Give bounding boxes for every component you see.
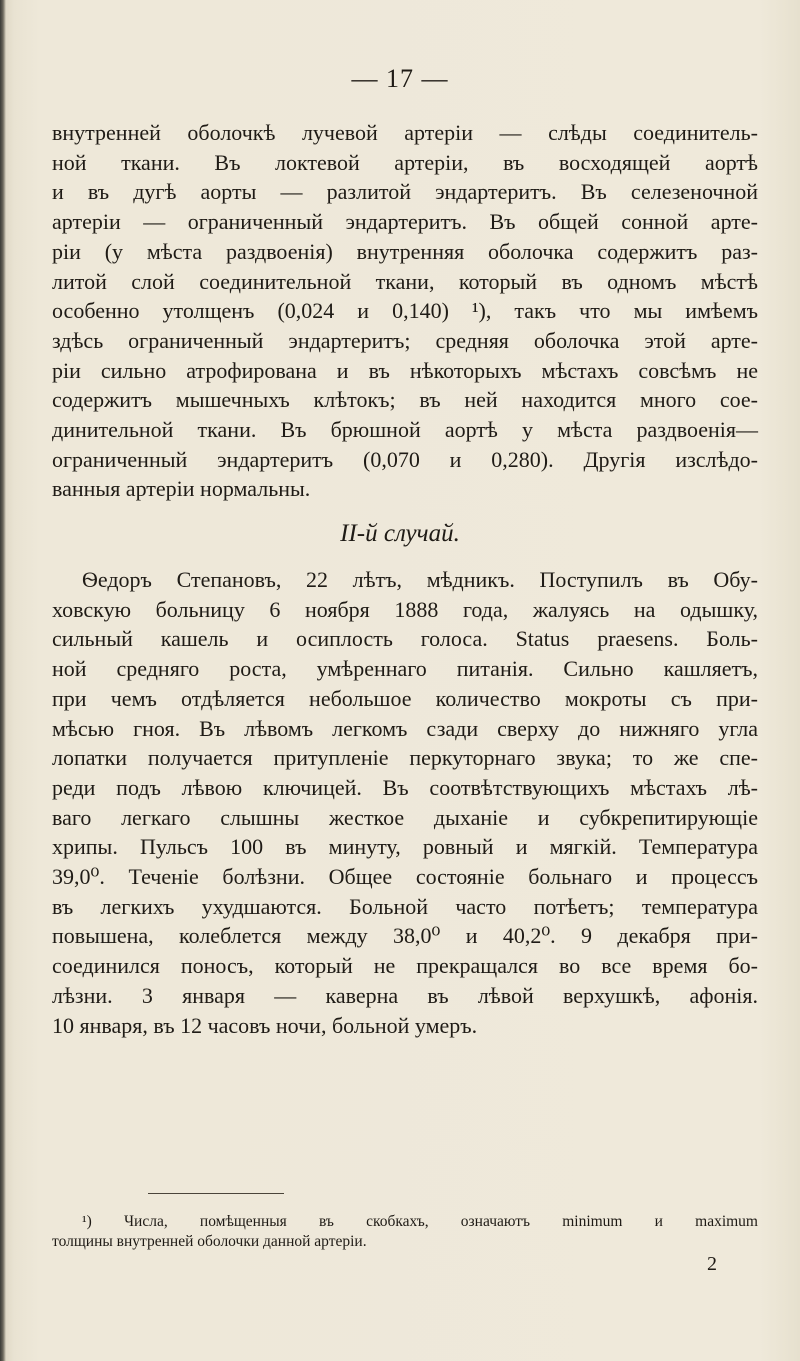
text-line: сильный кашель и осиплость голоса. Status praesens. Боль- [52,626,758,652]
text-line: ограниченный эндартеритъ (0,070 и 0,280). Другія изслѣдо- [52,446,758,472]
text-line: ной средняго роста, умѣреннаго питанія. Сильно кашляетъ, [52,656,758,682]
text-line: особенно утолщенъ (0,024 и 0,140) ¹), такъ что мы имѣемъ [52,298,758,324]
text-line: артеріи — ограниченный эндартеритъ. Въ общей сонной арте- [52,209,758,235]
signature-mark: 2 [707,1253,717,1275]
text-line: въ легкихъ ухудшаются. Больной часто потѣетъ; температура [52,893,758,919]
text-line: содержитъ мышечныхъ клѣтокъ; въ ней находится много сое- [52,387,758,413]
paragraph-1 [52,118,758,504]
text-line: при чемъ отдѣляется небольшое количество мокроты съ при- [52,685,758,711]
text-line: лѣзни. 3 января — каверна въ лѣвой верхушкѣ, афонія. [52,982,758,1008]
text-line: ваго легкаго слышны жесткое дыханіе и субкрепитирующіе [52,804,758,830]
text-line: и въ дугѣ аорты — разлитой эндартеритъ. Въ селезеночной [52,179,758,205]
page-number: — 17 — [351,64,449,93]
text-line: 10 января, въ 12 часовъ ночи, больной умеръ. [52,1012,478,1038]
text-line: ховскую больницу 6 ноября 1888 года, жалуясь на одышку, [52,596,758,622]
text-line: внутренней оболочкѣ лучевой артеріи — слѣды соединитель- [52,120,758,145]
text-line: соединился поносъ, который не прекращался во все время бо- [52,953,758,979]
text-line: лопатки получается притупленіе перкуторнаго звука; то же спе- [52,745,758,771]
footnote [52,1212,758,1252]
text-line: Ѳедоръ Степановъ, 22 лѣтъ, мѣдникъ. Поступилъ въ Обу- [82,567,758,592]
section-heading: II-й случай. [340,520,460,547]
footnote-line: толщины внутренней оболочки данной артеріи. [52,1233,367,1250]
text-line: ріи (у мѣста раздвоенія) внутренняя оболочка содержитъ раз- [52,238,758,264]
text-line: реди подъ лѣвою ключицей. Въ соотвѣтствующихъ мѣстахъ лѣ- [52,774,758,800]
text-line: литой слой соединительной ткани, который въ одномъ мѣстѣ [52,268,758,294]
text-line: динительной ткани. Въ брюшной аортѣ у мѣста раздвоенія— [52,417,758,443]
text-line: ванныя артеріи нормальны. [52,476,311,502]
text-line: здѣсь ограниченный эндартеритъ; средняя оболочка этой арте- [52,327,758,353]
text-line: повышена, колеблется между 38,0⁰ и 40,2⁰. 9 декабря при- [52,923,758,949]
text-line: хрипы. Пульсъ 100 въ минуту, ровный и мягкій. Температура [52,834,758,860]
text-line: ріи сильно атрофирована и въ нѣкоторыхъ мѣстахъ совсѣмъ не [52,357,758,383]
text-line: 39,0⁰. Теченіе болѣзни. Общее состояніе больнаго и процессъ [52,864,758,890]
footnote-divider [148,1193,284,1194]
paragraph-2 [52,565,758,1040]
text-line: ной ткани. Въ локтевой артеріи, въ восходящей аортѣ [52,149,758,175]
footnote-line: ¹) Числа, помѣщенныя въ скобкахъ, означаютъ minimum и maximum [82,1213,758,1230]
page-spine-edge [0,0,6,1361]
text-line: мѣсью гноя. Въ лѣвомъ легкомъ сзади сверху до нижняго угла [52,715,758,741]
